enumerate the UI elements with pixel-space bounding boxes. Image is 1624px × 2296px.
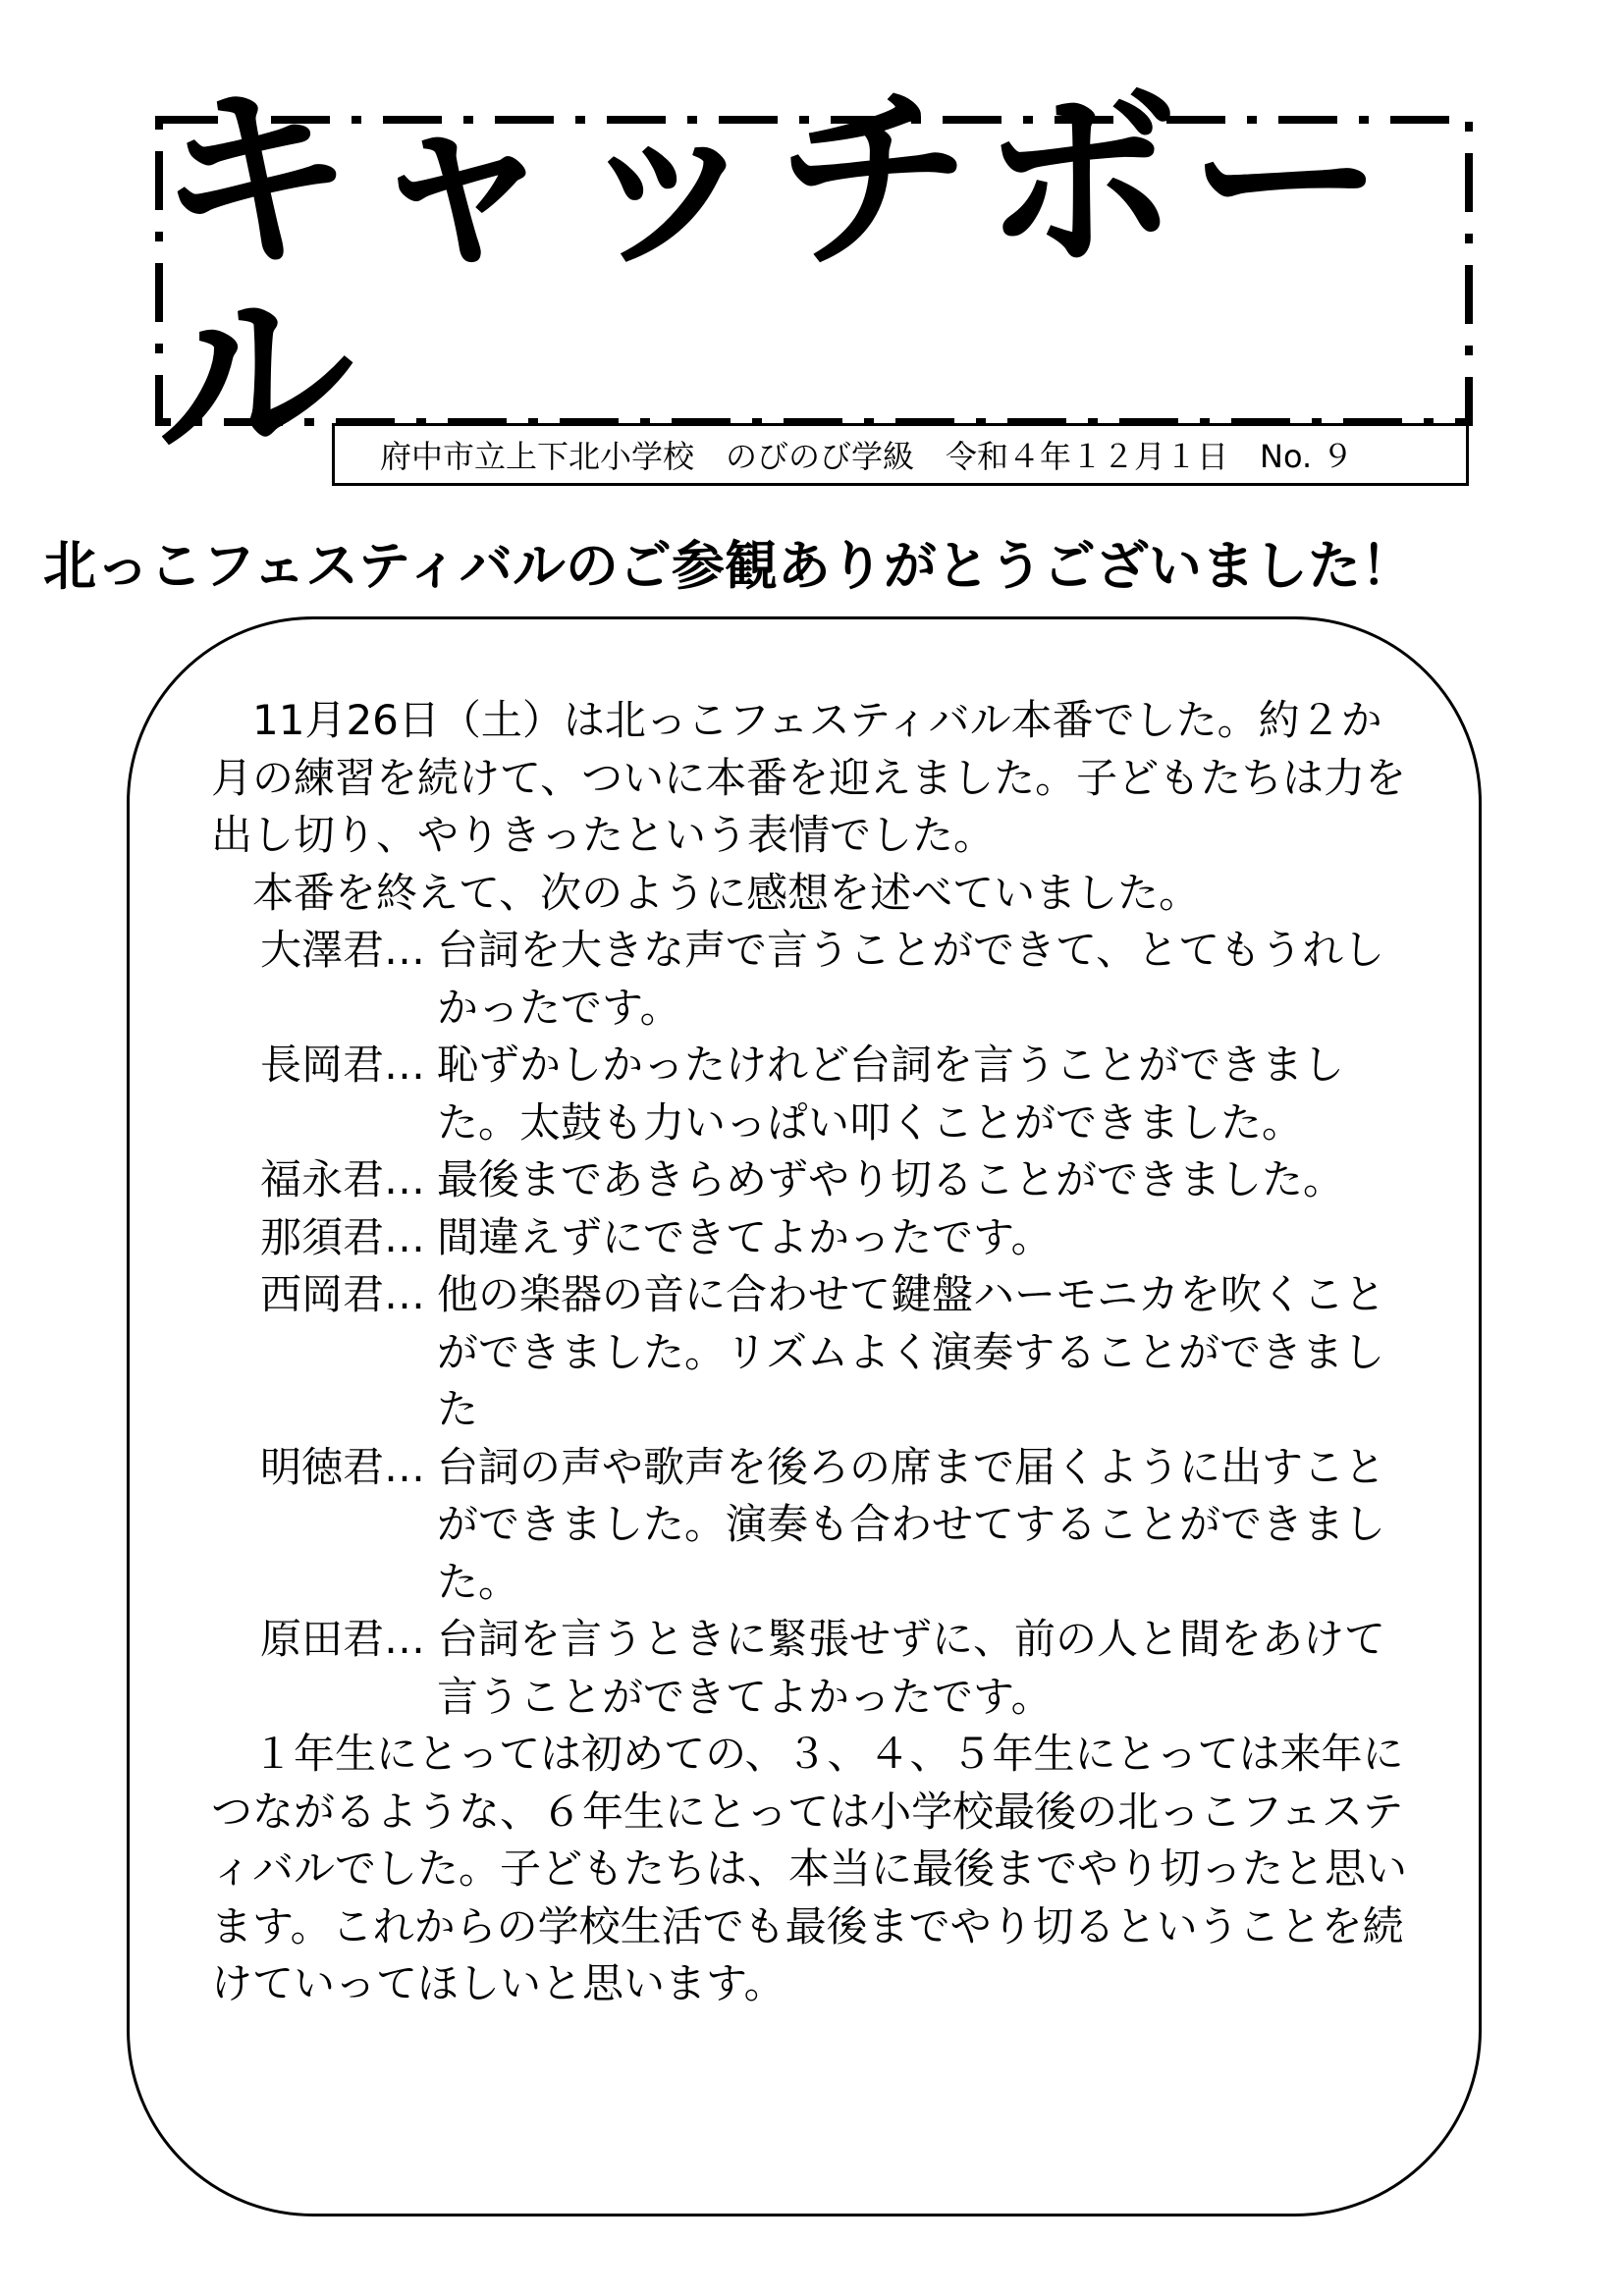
student-name: 西岡君… xyxy=(260,1270,426,1318)
student-name: 明徳君… xyxy=(260,1442,426,1491)
student-name: 大澤君… xyxy=(260,926,426,974)
lead-paragraph: 本番を終えて、次のように感想を述べていました。 xyxy=(252,868,1201,917)
issue-info-bar: 府中市立上下北小学校 のびのび学級 令和４年１２月１日 No. ９ xyxy=(332,423,1469,486)
article-headline: 北っこフェスティバルのご参観ありがとうございました！ xyxy=(43,535,1414,597)
student-name: 長岡君… xyxy=(260,1041,426,1089)
comment-item xyxy=(211,1266,1409,1439)
comment-item xyxy=(211,1037,1409,1151)
comment-item xyxy=(211,1439,1409,1612)
student-comment: 台詞の声や歌声を後ろの席まで届くように出すことができました。演奏も合わせてすることができました。 xyxy=(437,1442,1386,1606)
student-comment: 間違えずにできてよかったです。 xyxy=(437,1212,1053,1261)
comment-item xyxy=(211,1209,1409,1267)
article-body xyxy=(211,692,1409,2013)
student-comment: 台詞を言うときに緊張せずに、前の人と間をあけて言うことができてよかったです。 xyxy=(437,1615,1386,1721)
comment-item xyxy=(211,1611,1409,1726)
intro-paragraph: 11月26日（土）は北っこフェスティバル本番でした。約２か月の練習を続けて、ついに本番を迎えました。子どもたちは力を出し切り、やりきったという表情でした。 xyxy=(211,696,1407,859)
student-name: 原田君… xyxy=(260,1615,426,1663)
closing-paragraph: １年生にとっては初めての、３、４、５年生にとっては来年につながるような、６年生にとっては小学校最後の北っこフェスティバルでした。子どもたちは、本当に最後までやり切ったと思います。これからの学校生活でも最後までやり切るということを続けていってほしいと思います。 xyxy=(211,1730,1408,2007)
student-name: 福永君… xyxy=(260,1155,426,1203)
newsletter-title: キャッチボール xyxy=(157,67,1395,492)
student-comment: 他の楽器の音に合わせて鍵盤ハーモニカを吹くことができました。リズムよく演奏することができました xyxy=(437,1270,1386,1433)
comment-item xyxy=(211,1151,1409,1209)
student-comment: 最後まであきらめずやり切ることができました。 xyxy=(437,1155,1345,1203)
student-comment: 恥ずかしかったけれど台詞を言うことができました。太鼓も力いっぱい叩くことができました。 xyxy=(437,1041,1345,1147)
comment-item xyxy=(211,922,1409,1037)
student-name: 那須君… xyxy=(260,1212,426,1261)
student-comment: 台詞を大きな声で言うことができて、とてもうれしかったです。 xyxy=(437,926,1385,1032)
